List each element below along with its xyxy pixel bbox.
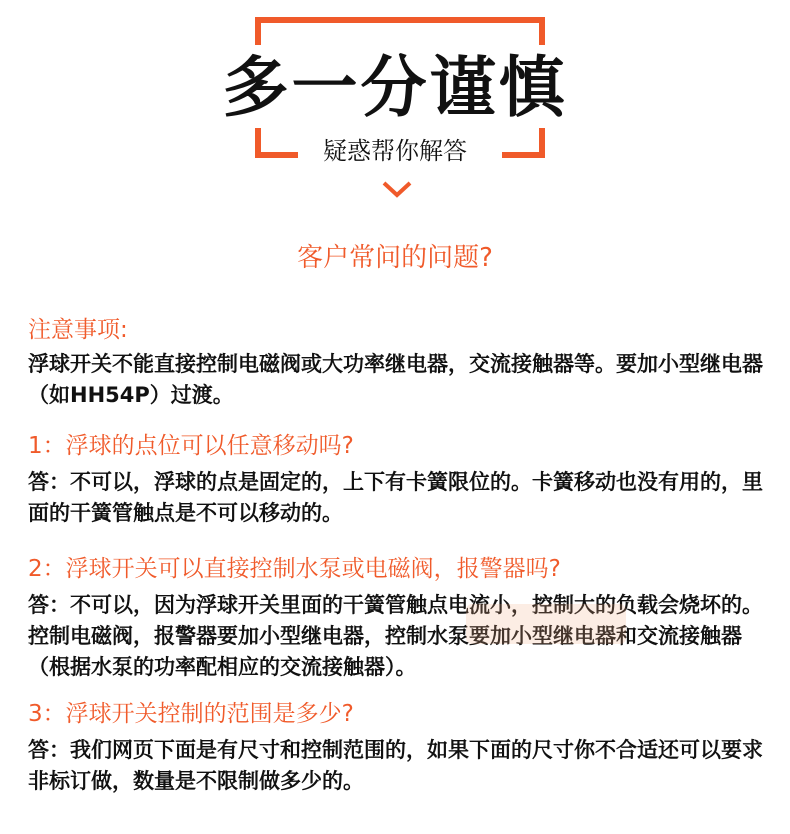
frame-top-bracket <box>258 20 542 45</box>
faq-answer: 答：我们网页下面是有尺寸和控制范围的，如果下面的尺寸你不合适还可以要求非标订做，数量是不限制做多少的。 <box>28 738 763 793</box>
faq-item <box>28 697 768 797</box>
notice-text: 浮球开关不能直接控制电磁阀或大功率继电器，交流接触器等。要加小型继电器（如HH54P）过渡。 <box>28 352 763 407</box>
faq-answer: 答：不可以，浮球的点是固定的，上下有卡簧限位的。卡簧移动也没有用的，里面的干簧管触点是不可以移动的。 <box>28 470 763 525</box>
faq-item <box>28 552 768 683</box>
chevron-down-icon <box>384 183 410 195</box>
subtitle: 疑惑帮你解答 <box>323 137 467 165</box>
faq-answer: 答：不可以，因为浮球开关里面的干簧管触点电流小，控制大的负载会烧坏的。控制电磁阀，报警器要加小型继电器，控制水泵要加小型继电器和交流接触器（根据水泵的功率配相应的交流接触器）。 <box>28 593 763 679</box>
faq-question: 2：浮球开关可以直接控制水泵或电磁阀，报警器吗? <box>28 556 561 582</box>
section-heading: 客户常问的问题? <box>297 243 493 273</box>
faq-item <box>28 429 768 529</box>
main-title: 多一分谨慎 <box>222 49 568 126</box>
faq-question: 3：浮球开关控制的范围是多少? <box>28 701 354 727</box>
faq-question: 1：浮球的点位可以任意移动吗? <box>28 433 354 459</box>
notice-label: 注意事项: <box>28 317 128 343</box>
notice-block <box>28 313 768 411</box>
